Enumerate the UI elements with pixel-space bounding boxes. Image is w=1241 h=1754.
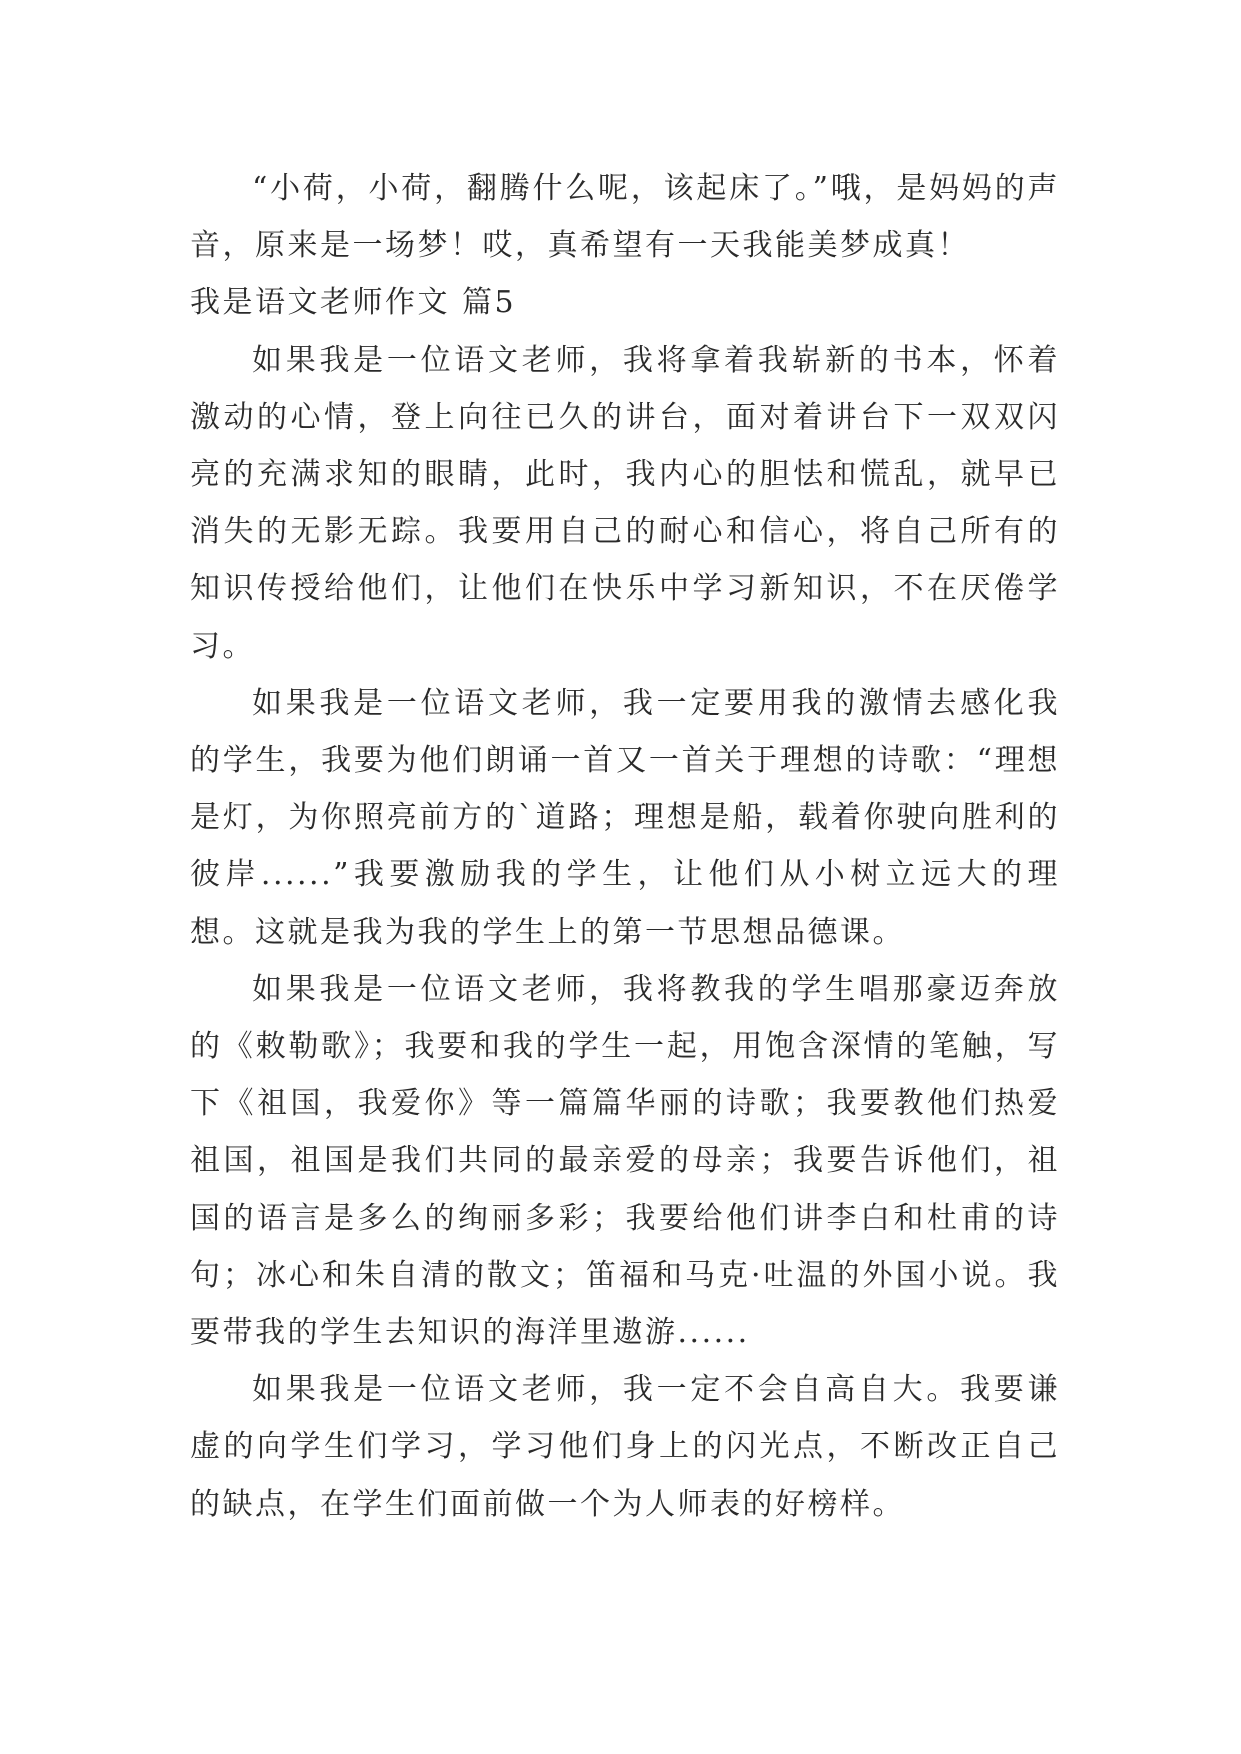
- paragraph-dream-ending: “小荷，小荷，翻腾什么呢，该起床了。”哦，是妈妈的声音，原来是一场梦！哎，真希望有一天我能美梦成真！: [190, 171, 1060, 264]
- paragraph-ideals-poetry: 如果我是一位语文老师，我一定要用我的激情去感化我的学生，我要为他们朗诵一首又一首关于理想的诗歌：“理想是灯，为你照亮前方的`道路；理想是船，载着你驶向胜利的彼岸......”我要激励我的学生，让他们从小树立远大的理想。这就是我为我的学生上的第一节思想品德课。: [190, 685, 1060, 950]
- paragraph-humility: 如果我是一位语文老师，我一定不会自高自大。我要谦虚的向学生们学习，学习他们身上的闪光点，不断改正自己的缺点，在学生们面前做一个为人师表的好榜样。: [190, 1372, 1060, 1522]
- document-body: [190, 160, 1060, 1533]
- section-heading: 我是语文老师作文 篇5: [190, 285, 517, 321]
- paragraph-teaching-knowledge: 如果我是一位语文老师，我将拿着我崭新的书本，怀着激动的心情，登上向往已久的讲台，面对着讲台下一双双闪亮的充满求知的眼睛，此时，我内心的胆怯和慌乱，就早已消失的无影无踪。我要用自己的耐心和信心，将自己所有的知识传授给他们，让他们在快乐中学习新知识，不在厌倦学习。: [190, 342, 1060, 664]
- paragraph-love-motherland: 如果我是一位语文老师，我将教我的学生唱那豪迈奔放的《敕勒歌》；我要和我的学生一起，用饱含深情的笔触，写下《祖国，我爱你》等一篇篇华丽的诗歌；我要教他们热爱祖国，祖国是我们共同的最亲爱的母亲；我要告诉他们，祖国的语言是多么的绚丽多彩；我要给他们讲李白和杜甫的诗句；冰心和朱自清的散文；笛福和马克·吐温的外国小说。我要带我的学生去知识的海洋里遨游......: [190, 971, 1060, 1351]
